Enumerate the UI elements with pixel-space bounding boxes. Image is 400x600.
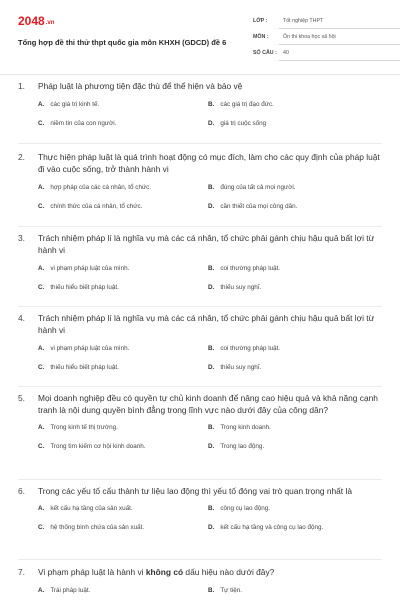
option-text: thiếu hiểu biết pháp luật. [50, 284, 119, 291]
option-letter: B. [208, 101, 215, 108]
answer-option-a[interactable] [38, 264, 129, 274]
option-text: hợp pháp của các cá nhân, tổ chức. [50, 184, 152, 191]
question-number: 2. [18, 152, 25, 162]
option-text: Trong lao động. [220, 443, 265, 450]
option-row [18, 100, 382, 114]
option-letter: A. [38, 265, 45, 272]
question-stem [18, 392, 382, 416]
option-letter: B. [208, 424, 215, 431]
option-letter: C. [38, 120, 45, 127]
site-logo[interactable] [18, 14, 54, 28]
question-stem [18, 80, 382, 92]
option-text: công cụ lao động. [220, 505, 271, 512]
option-letter: D. [208, 284, 215, 291]
answer-option-d[interactable] [208, 119, 266, 129]
question [18, 151, 382, 216]
meta-key: SỐ CÂU : [253, 50, 277, 56]
option-text: chính thức của cá nhân, tổ chức. [50, 203, 143, 210]
question-text: Trong các yếu tố cấu thành tư liệu lao động thì yếu tố đóng vai trò quan trọng nhất là [38, 486, 352, 496]
question-text-part: Vi phạm pháp luật là hành vi [38, 567, 146, 577]
question [18, 312, 382, 377]
option-letter: D. [208, 364, 215, 371]
option-row [18, 363, 382, 377]
option-text: Tự tiện. [220, 587, 243, 594]
answer-option-a[interactable] [38, 423, 118, 433]
question-stem [18, 232, 382, 256]
option-letter: B. [208, 184, 215, 191]
meta-question-count [253, 47, 400, 63]
answer-option-a[interactable] [38, 586, 90, 596]
header-divider [0, 74, 400, 75]
option-text: Trong kinh doanh. [220, 424, 271, 431]
meta-value: Ôn thi khoa học xã hội [279, 34, 400, 45]
option-letter: D. [208, 524, 215, 531]
answer-option-d[interactable] [208, 202, 297, 212]
option-letter: A. [38, 184, 45, 191]
option-text: coi thường pháp luật. [220, 345, 281, 352]
option-letter: D. [208, 203, 215, 210]
answer-option-c[interactable] [38, 119, 116, 129]
option-row [18, 423, 382, 437]
option-text: hệ thống bình chứa của sản xuất. [50, 524, 145, 531]
question-divider [18, 226, 382, 227]
answer-option-c[interactable] [38, 363, 119, 373]
page-header [18, 14, 382, 68]
option-letter: B. [208, 345, 215, 352]
question-number: 1. [18, 81, 25, 91]
question-divider [18, 386, 382, 387]
question [18, 485, 382, 537]
option-text: niềm tin của con người. [50, 120, 117, 127]
question-number: 6. [18, 486, 25, 496]
option-row [18, 442, 382, 456]
option-letter: A. [38, 424, 45, 431]
option-letter: C. [38, 364, 45, 371]
question-number: 7. [18, 567, 25, 577]
page-title: Tổng hợp đề thi thử thpt quốc gia môn KHXH (GDCD) đề 6 [18, 38, 227, 47]
logo-domain: .vn [45, 20, 55, 26]
answer-option-b[interactable] [208, 264, 280, 274]
option-row [18, 504, 382, 518]
answer-option-d[interactable] [208, 283, 261, 293]
answer-option-b[interactable] [208, 100, 274, 110]
exam-meta [253, 15, 400, 63]
question [18, 392, 382, 456]
answer-option-d[interactable] [208, 523, 323, 533]
question-stem [18, 485, 382, 497]
question-divider [18, 559, 382, 560]
option-letter: A. [38, 101, 45, 108]
question-text: Mọi doanh nghiệp đều có quyền tự chủ kinh doanh để nâng cao hiệu quả và khả năng cạnh tranh là nội dung quyền bình đẳng trong lĩnh vực nào dưới đây của công dân? [38, 393, 378, 415]
option-row [18, 202, 382, 216]
answer-option-c[interactable] [38, 442, 146, 452]
option-text: Trong kinh tế thị trường. [50, 424, 118, 431]
answer-option-a[interactable] [38, 100, 99, 110]
option-text: đúng của tất cả mọi người. [220, 184, 296, 191]
question [18, 232, 382, 297]
question-text-emphasis: không có [145, 567, 184, 577]
option-letter: B. [208, 505, 215, 512]
option-text: giá trị cuộc sống [220, 120, 267, 127]
question [18, 80, 382, 133]
option-row [18, 183, 382, 197]
option-letter: C. [38, 443, 45, 450]
question-stem [18, 151, 382, 175]
answer-option-b[interactable] [208, 504, 270, 514]
option-text: thiếu hiểu biết pháp luật. [50, 364, 119, 371]
option-text: các giá trị đạo đức. [220, 101, 274, 108]
answer-option-c[interactable] [38, 202, 142, 212]
option-text: vi phạm pháp luật của mình. [50, 265, 130, 272]
option-row [18, 264, 382, 278]
option-text: thiếu suy nghĩ. [220, 364, 262, 371]
answer-option-a[interactable] [38, 344, 129, 354]
option-text: kết cấu hạ tầng của sản xuất. [50, 505, 133, 512]
question-number: 4. [18, 313, 25, 323]
option-row [18, 523, 382, 537]
answer-option-b[interactable] [208, 344, 280, 354]
question-divider [18, 143, 382, 144]
answer-option-c[interactable] [38, 283, 119, 293]
option-row [18, 586, 382, 600]
meta-key: LỚP : [253, 18, 268, 24]
option-letter: C. [38, 284, 45, 291]
question-text: Pháp luật là phương tiện đặc thù để thể hiện và bảo vệ [38, 81, 243, 91]
meta-key: MÔN : [253, 34, 269, 40]
question-text: Trách nhiệm pháp lí là nghĩa vụ mà các cá nhân, tổ chức phải gánh chịu hậu quả bất lợi từ hành vi [38, 313, 375, 335]
option-letter: A. [38, 345, 45, 352]
question-text [18, 566, 382, 578]
option-row [18, 344, 382, 358]
question-stem [18, 566, 382, 578]
question-stem [18, 312, 382, 336]
option-letter: B. [208, 587, 215, 594]
answer-option-d[interactable] [208, 363, 261, 373]
option-letter: A. [38, 587, 45, 594]
question-divider [18, 479, 382, 480]
question-text: Thực hiện pháp luật là quá trình hoạt động có mục đích, làm cho các quy định của pháp luật đi vào cuộc sống, trở thành hành vi [38, 152, 380, 174]
option-text: các giá trị kinh tế. [50, 101, 100, 108]
question-text-part: dấu hiệu nào dưới đây? [183, 567, 275, 577]
answer-option-b[interactable] [208, 423, 271, 433]
option-letter: A. [38, 505, 45, 512]
question-number: 5. [18, 393, 25, 403]
answer-option-c[interactable] [38, 523, 144, 533]
option-letter: C. [38, 203, 45, 210]
answer-option-b[interactable] [208, 586, 242, 596]
option-letter: C. [38, 524, 45, 531]
option-text: Trong tìm kiếm cơ hội kinh doanh. [50, 443, 146, 450]
option-text: thiếu suy nghĩ. [220, 284, 262, 291]
option-text: cần thiết của mọi công dân. [220, 203, 298, 210]
option-text: Trái pháp luật. [50, 587, 91, 594]
question-number: 3. [18, 233, 25, 243]
option-row [18, 283, 382, 297]
answer-option-b[interactable] [208, 183, 296, 193]
answer-option-a[interactable] [38, 504, 133, 514]
answer-option-d[interactable] [208, 442, 264, 452]
option-text: kết cấu hạ tầng và công cụ lao động. [220, 524, 324, 531]
option-letter: D. [208, 120, 215, 127]
meta-value: Tốt nghiệp THPT [279, 18, 400, 29]
option-text: vi phạm pháp luật của mình. [50, 345, 130, 352]
logo-text: 2048 [18, 14, 45, 28]
answer-option-a[interactable] [38, 183, 151, 193]
question-divider [18, 306, 382, 307]
meta-class [253, 15, 400, 31]
question-text: Trách nhiệm pháp lí là nghĩa vụ mà các cá nhân, tổ chức phải gánh chịu hậu quả bất lợi từ hành vi [38, 233, 375, 255]
option-letter: B. [208, 265, 215, 272]
question [18, 566, 382, 600]
option-letter: D. [208, 443, 215, 450]
option-row [18, 119, 382, 133]
option-text: coi thường pháp luật. [220, 265, 281, 272]
meta-value: 40 [279, 50, 400, 61]
meta-subject [253, 31, 400, 47]
